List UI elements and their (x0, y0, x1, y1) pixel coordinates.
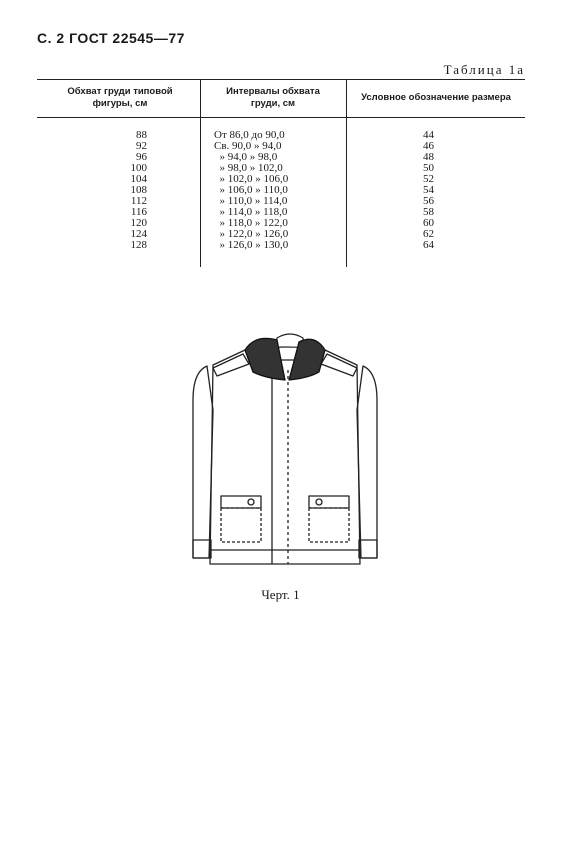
header-size: Условное обозначение размера (361, 92, 511, 103)
right-cuff (359, 540, 377, 558)
table-cell-size: 60 (423, 217, 434, 229)
left-shoulder-strap (213, 354, 249, 376)
table-cell-interval: » 110,0 » 114,0 (214, 195, 288, 207)
left-pocket-button-icon (248, 499, 254, 505)
table-cell-chest: 112 (130, 195, 147, 207)
right-pocket-flap (309, 496, 349, 508)
table-cell-chest: 104 (130, 173, 147, 185)
page-header: С. 2 ГОСТ 22545—77 (37, 30, 185, 46)
right-shoulder-strap (321, 354, 357, 376)
table-cell-size: 52 (423, 173, 434, 185)
table-top-rule (37, 79, 525, 80)
jacket-drawing (185, 320, 385, 572)
table-cell-chest: 100 (130, 162, 147, 174)
table-cell-interval: » 122,0 » 126,0 (214, 228, 289, 240)
table-cell-size: 64 (423, 239, 434, 251)
table-cell-size: 50 (423, 162, 434, 174)
table-cell-size: 54 (423, 184, 434, 196)
table-cell-chest: 92 (136, 140, 147, 152)
header-interval: Интервалы обхвата груди, см (226, 86, 320, 109)
table-cell-interval: » 106,0 » 110,0 (214, 184, 288, 196)
left-pocket (221, 508, 261, 542)
table-col-divider-1 (200, 79, 201, 267)
table-cell-chest: 128 (130, 239, 147, 251)
table-cell-chest: 108 (130, 184, 147, 196)
table-cell-size: 56 (423, 195, 434, 207)
column-interval (214, 130, 344, 251)
table-cell-chest: 96 (136, 151, 147, 163)
fur-collar-right (289, 339, 325, 380)
column-chest (37, 130, 199, 251)
left-pocket-flap (221, 496, 261, 508)
table-title: Таблица 1а (443, 62, 525, 77)
table-cell-chest: 88 (136, 129, 147, 141)
left-cuff (193, 540, 211, 558)
table-header-rule (37, 117, 525, 118)
fur-collar-left (245, 338, 285, 380)
table-cell-interval: » 118,0 » 122,0 (214, 217, 288, 229)
table-cell-interval: » 94,0 » 98,0 (214, 151, 278, 163)
table-cell-chest: 120 (130, 217, 147, 229)
table-cell-size: 44 (423, 129, 434, 141)
figure-caption: Черт. 1 (261, 587, 300, 602)
table-cell-size: 46 (423, 140, 434, 152)
column-size (346, 130, 511, 251)
table-cell-chest: 124 (130, 228, 147, 240)
table-cell-interval: Св. 90,0 » 94,0 (214, 140, 282, 152)
table-cell-interval: » 102,0 » 106,0 (214, 173, 289, 185)
right-pocket-button-icon (316, 499, 322, 505)
table-cell-interval: » 126,0 » 130,0 (214, 239, 289, 251)
header-chest: Обхват груди типовой фигуры, см (67, 86, 173, 109)
table-cell-size: 58 (423, 206, 434, 218)
table-cell-interval: От 86,0 до 90,0 (214, 129, 285, 141)
table-cell-interval: » 98,0 » 102,0 (214, 162, 283, 174)
table-cell-size: 48 (423, 151, 434, 163)
table-cell-interval: » 114,0 » 118,0 (214, 206, 288, 218)
right-pocket (309, 508, 349, 542)
table-cell-size: 62 (423, 228, 434, 240)
table-cell-chest: 116 (130, 206, 147, 218)
